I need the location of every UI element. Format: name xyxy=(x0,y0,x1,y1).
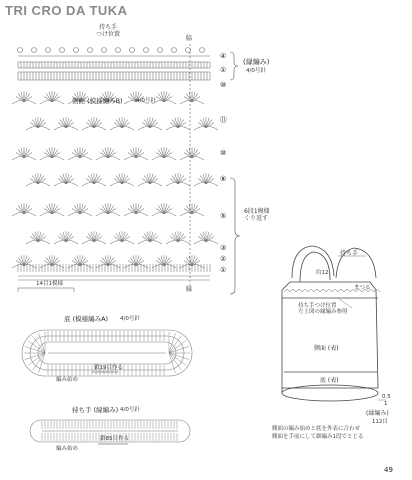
bag-edge-label: (縁編み) xyxy=(366,410,389,417)
row-number: ① xyxy=(220,66,227,74)
row-number: ⑩ xyxy=(220,81,227,89)
handle-needle: 4/0号針 xyxy=(120,407,140,413)
row-number: ⑪ xyxy=(220,116,227,124)
bag-bottom-label: 底 (表) xyxy=(320,377,339,384)
bag-body-label: 側面 (表) xyxy=(314,345,339,352)
row-number: ⑤ xyxy=(220,212,227,220)
handle-chain-label: 鎖85目作る xyxy=(100,436,129,442)
bag-dim-1: 0.5 xyxy=(382,394,391,400)
bag-note: 側面の編み始めと底を外表に合わせ 側面を手前にして細編み1段でとじる xyxy=(272,426,364,440)
repeat-note: 6段1模様 くり返す xyxy=(244,208,270,222)
handle-start-label: 編み始め xyxy=(56,446,79,452)
row-number: ③ xyxy=(220,244,227,252)
watermark: TRI CRO DA TUKA xyxy=(5,3,128,18)
handle-title: 持ち手 (縁編み) xyxy=(72,406,119,414)
edge-note: (縁編み) xyxy=(243,58,270,66)
center-bottom-label: 脇 xyxy=(186,286,193,293)
bottom-start-label: 編み始め xyxy=(56,377,79,383)
pattern-count: 14目1模様 xyxy=(36,281,63,287)
bag-dim-2: 1 xyxy=(384,401,388,407)
bag-loop-label: まつる xyxy=(354,285,371,291)
bag-edge-count: 112目 xyxy=(372,419,388,425)
body-title: 側面 (模様編みB) xyxy=(72,97,123,105)
bottom-needle: 4/0号針 xyxy=(120,316,140,322)
bottom-title: 底 (模様編みA) xyxy=(64,315,109,323)
row-number: ④ xyxy=(220,52,227,60)
row-number: ⑧ xyxy=(220,175,227,183)
bottom-chain-label: 鎖19目作る xyxy=(94,365,123,371)
row-number: ① xyxy=(220,266,227,274)
bag-handle-label: 持ち手 xyxy=(340,250,359,257)
center-top-label: 脇 xyxy=(186,35,193,42)
row-number: ⑩ xyxy=(220,149,227,157)
body-needle: 4/0号針 xyxy=(136,98,156,104)
bag-attach-label: 持ち手つけ位置 左上図の縁編み参照 xyxy=(298,303,348,315)
row-number: ② xyxy=(220,255,227,263)
handle-position-label: 持ち手 つけ位置 xyxy=(96,24,121,38)
bag-handle-count: 約12 xyxy=(316,270,329,276)
edge-needle: 4/0号針 xyxy=(246,68,266,74)
page-number: 49 xyxy=(384,466,393,474)
